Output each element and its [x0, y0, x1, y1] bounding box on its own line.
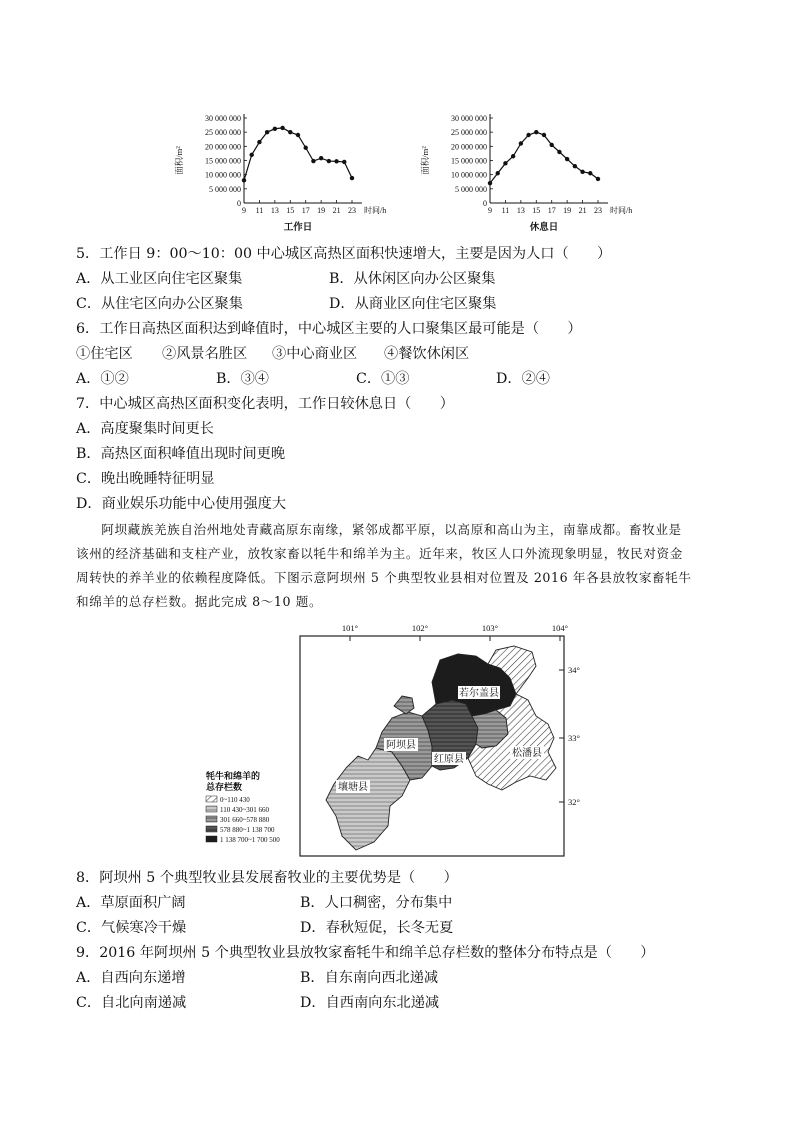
- data-point: [580, 170, 584, 174]
- lon-label-103: 103°: [481, 623, 499, 633]
- q9-option-a[interactable]: A．自西向东递增: [76, 970, 186, 986]
- data-point: [550, 143, 554, 147]
- x-axis-label: 时间/h: [364, 206, 387, 215]
- x-tick-label: 17: [301, 206, 310, 215]
- heat-area-charts: [168, 108, 648, 238]
- legend-swatch-2: [206, 806, 217, 812]
- weekend-chart: [414, 108, 646, 238]
- q6-option-c[interactable]: C．①③: [356, 371, 410, 387]
- q6-option-a[interactable]: A．①②: [76, 371, 129, 387]
- q5-option-b[interactable]: B．从休闲区向办公区聚集: [329, 271, 496, 287]
- data-point: [265, 130, 269, 134]
- x-axis-label: 时间/h: [610, 206, 633, 215]
- q9-option-b[interactable]: B．自东南向西北递减: [300, 970, 439, 986]
- x-tick-label: 15: [286, 206, 295, 215]
- lat-label-34: 34°: [568, 665, 580, 675]
- legend-label-4: 578 880~1 138 700: [220, 826, 275, 834]
- y-tick-label: 25 000 000: [205, 128, 241, 138]
- legend-title-1: 牦牛和绵羊的: [206, 771, 261, 781]
- q9-option-d[interactable]: D．自西南向东北递减: [300, 995, 440, 1011]
- y-tick-label: 30 000 000: [451, 114, 487, 123]
- legend-label-2: 110 430~301 660: [220, 806, 270, 814]
- legend-label-1: 0~110 430: [220, 796, 250, 804]
- q5-option-a[interactable]: A．从工业区向住宅区聚集: [76, 271, 243, 287]
- lat-label-33: 33°: [568, 733, 580, 743]
- q9-option-c[interactable]: C．自北向南递减: [76, 995, 187, 1011]
- x-tick-label: 13: [516, 206, 525, 215]
- q6-item-4: ④餐饮休闲区: [384, 346, 470, 362]
- x-tick-label: 15: [532, 206, 541, 215]
- x-tick-label: 19: [317, 206, 326, 215]
- passage-line-1: 阿坝藏族羌族自治州地处青藏高原东南缘，紧邻成都平原，以高原和高山为主，南靠成都。畜牧业是: [101, 522, 682, 537]
- y-tick-label: 30 000 000: [205, 114, 241, 123]
- passage-line-3: 周转快的养羊业的依赖程度降低。下图示意阿坝州 5 个典型牧业县相对位置及 2016 年各县放牧家畜牦牛: [76, 570, 692, 585]
- label-hongyuan: 红原县: [434, 754, 464, 765]
- y-tick-label: 15 000 000: [451, 156, 487, 166]
- x-tick-label: 17: [547, 206, 556, 215]
- q8-option-d[interactable]: D．春秋短促，长冬无夏: [300, 920, 454, 936]
- y-tick-label: 5 000 000: [209, 184, 241, 194]
- chart-title: 休息日: [529, 223, 559, 233]
- legend-swatch-4: [206, 826, 217, 832]
- data-point: [588, 171, 592, 175]
- x-tick-label: 9: [488, 206, 492, 215]
- q6-option-d[interactable]: D．②④: [496, 371, 550, 387]
- data-point: [596, 177, 600, 181]
- passage-line-2: 该州的经济基础和支柱产业，放牧家畜以牦牛和绵羊为主。近年来，牧区人口外流现象明显，牧民对资金: [76, 546, 683, 561]
- q8-stem: 8．阿坝州 5 个典型牧业县发展畜牧业的主要优势是（ ）: [76, 870, 458, 886]
- data-point: [304, 146, 308, 150]
- lon-label-102: 102°: [411, 623, 429, 633]
- label-rangtang: 壤塘县: [338, 782, 368, 793]
- data-point: [511, 154, 515, 158]
- chart-title: 工作日: [283, 223, 313, 233]
- x-tick-label: 19: [563, 206, 572, 215]
- data-point: [296, 133, 300, 137]
- q5-option-d[interactable]: D．从商业区向住宅区聚集: [329, 296, 497, 312]
- y-tick-label: 5 000 000: [455, 184, 487, 194]
- data-point: [250, 153, 254, 157]
- y-axis-label: 面积/m²: [174, 146, 184, 175]
- data-point: [573, 164, 577, 168]
- y-tick-label: 0: [483, 199, 487, 208]
- aba-map: [196, 620, 596, 860]
- q7-stem: 7．中心城区高热区面积变化表明，工作日较休息日（ ）: [76, 396, 454, 412]
- lat-label-32: 32°: [568, 797, 580, 807]
- x-tick-label: 9: [242, 206, 246, 215]
- q7-option-c[interactable]: C．晚出晚睡特征明显: [76, 471, 215, 487]
- lon-label-104: 104°: [551, 623, 569, 633]
- q5-stem: 5．工作日 9：00～10：00 中心城区高热区面积快速增大，主要是因为人口（ ）: [76, 246, 612, 262]
- data-point: [503, 161, 507, 165]
- workday-chart: [168, 108, 400, 238]
- y-tick-label: 20 000 000: [451, 142, 487, 152]
- q8-option-a[interactable]: A．草原面积广阔: [76, 895, 186, 911]
- y-tick-label: 10 000 000: [451, 170, 487, 180]
- x-tick-label: 13: [270, 206, 279, 215]
- data-point: [319, 156, 323, 160]
- aba-map-svg: [196, 620, 596, 860]
- data-point: [542, 133, 546, 137]
- data-point: [327, 159, 331, 163]
- legend-label-3: 301 660~578 880: [220, 816, 270, 824]
- q6-stem: 6．工作日高热区面积达到峰值时，中心城区主要的人口聚集区最可能是（ ）: [76, 321, 582, 337]
- q6-item-2: ②风景名胜区: [162, 346, 248, 362]
- data-point: [519, 141, 523, 145]
- workday-chart-svg: [168, 108, 400, 238]
- data-point: [334, 159, 338, 163]
- q6-item-3: ③中心商业区: [272, 346, 358, 362]
- y-tick-label: 10 000 000: [205, 170, 241, 180]
- data-point: [557, 150, 561, 154]
- y-tick-label: 20 000 000: [205, 142, 241, 152]
- passage-line-4: 和绵羊的总存栏数。据此完成 8～10 题。: [76, 594, 323, 609]
- q7-option-b[interactable]: B．高热区面积峰值出现时间更晚: [76, 446, 286, 462]
- legend-swatch-1: [206, 796, 217, 802]
- data-point: [565, 157, 569, 161]
- q6-item-1: ①住宅区: [76, 346, 133, 362]
- y-tick-label: 25 000 000: [451, 128, 487, 138]
- x-tick-label: 21: [332, 206, 341, 215]
- map-legend: [206, 770, 280, 844]
- lon-label-101: 101°: [341, 623, 359, 633]
- data-point: [311, 159, 315, 163]
- x-tick-label: 21: [578, 206, 587, 215]
- data-point: [496, 171, 500, 175]
- x-tick-label: 11: [255, 206, 264, 215]
- data-point: [280, 126, 284, 130]
- weekend-chart-svg: [414, 108, 646, 238]
- x-tick-label: 11: [501, 206, 510, 215]
- data-point: [488, 181, 492, 185]
- legend-title-2: 总存栏数: [206, 782, 243, 792]
- data-point: [526, 133, 530, 137]
- y-tick-label: 0: [237, 199, 241, 208]
- data-point: [534, 130, 538, 134]
- q7-option-d[interactable]: D．商业娱乐功能中心使用强度大: [76, 496, 287, 512]
- q7-option-a[interactable]: A．高度聚集时间更长: [76, 421, 214, 437]
- x-tick-label: 23: [348, 206, 356, 215]
- q9-stem: 9．2016 年阿坝州 5 个典型牧业县放牧家畜牦牛和绵羊总存栏数的整体分布特点是（ ）: [76, 945, 655, 961]
- data-point: [350, 176, 354, 180]
- y-axis-label: 面积/m²: [420, 146, 430, 175]
- q8-option-c[interactable]: C．气候寒冷干燥: [76, 920, 187, 936]
- label-ruoergai: 若尔盖县: [459, 688, 499, 699]
- data-point: [288, 130, 292, 134]
- q8-option-b[interactable]: B．人口稠密，分布集中: [300, 895, 453, 911]
- data-point: [257, 140, 261, 144]
- y-tick-label: 15 000 000: [205, 156, 241, 166]
- q5-option-c[interactable]: C．从住宅区向办公区聚集: [76, 296, 243, 312]
- series-line: [490, 132, 598, 183]
- legend-swatch-3: [206, 816, 217, 822]
- q6-option-b[interactable]: B．③④: [216, 371, 269, 387]
- legend-swatch-5: [206, 836, 217, 842]
- data-point: [242, 178, 246, 182]
- label-aba: 阿坝县: [386, 740, 416, 751]
- legend-label-5: 1 138 700~1 700 500: [220, 836, 280, 844]
- data-point: [273, 127, 277, 131]
- data-point: [342, 160, 346, 164]
- passage: [76, 518, 722, 614]
- label-songpan: 松潘县: [512, 748, 542, 759]
- x-tick-label: 23: [594, 206, 602, 215]
